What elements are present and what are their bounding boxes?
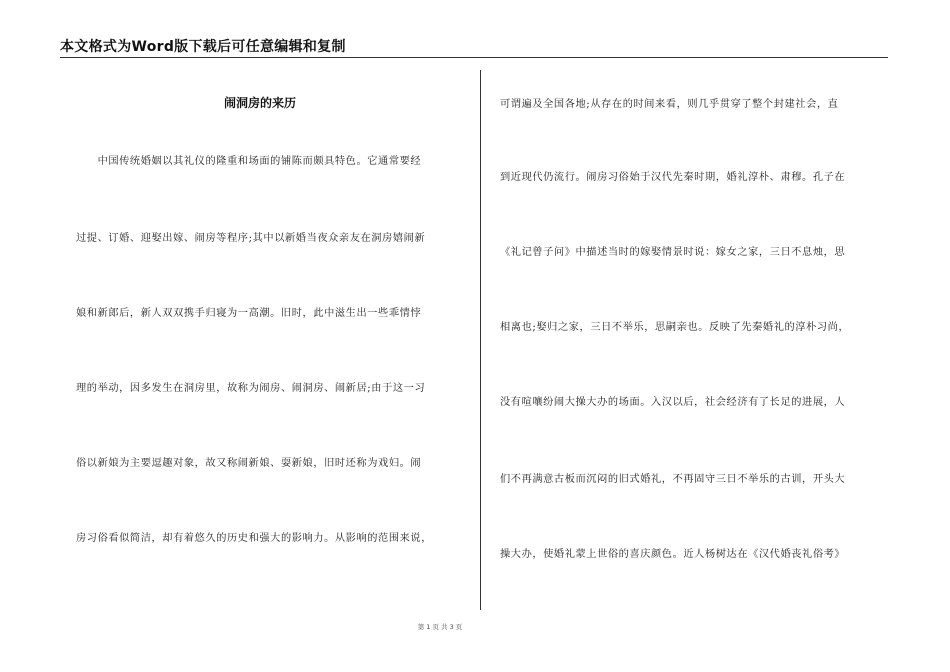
document-header-title: 本文格式为Word版下载后可任意编辑和复制 [60, 39, 346, 55]
paragraph-line: 们不再满意古板而沉闷的旧式婚礼，不再固守三日不举乐的古训，开头大 [500, 474, 846, 485]
paragraph-line: 中国传统婚姻以其礼仪的隆重和场面的铺陈而颇具特色。它通常要经 [76, 156, 422, 167]
paragraph-line: 操大办，使婚礼蒙上世俗的喜庆颜色。近人杨树达在《汉代婚丧礼俗考》 [500, 549, 846, 560]
paragraph-line: 《礼记曾子问》中描述当时的嫁娶情景时说：嫁女之家，三日不息烛，思 [500, 247, 846, 258]
paragraph-line: 俗以新娘为主要逗趣对象，故又称闹新娘、耍新娘，旧时还称为戏妇。闹 [76, 458, 422, 469]
paragraph-line: 房习俗看似简洁，却有着悠久的历史和强大的影响力。从影响的范围来说， [76, 533, 432, 544]
paragraph-line: 相离也;娶归之家，三日不举乐，思嗣亲也。反映了先秦婚礼的淳朴习尚， [500, 322, 850, 333]
paragraph-line: 娘和新郎后，新人双双携手归寝为一高潮。旧时，此中滋生出一些乖情悖 [76, 308, 422, 319]
paragraph-line: 到近现代仍流行。闹房习俗始于汉代先秦时期，婚礼淳朴、肃穆。孔子在 [500, 172, 846, 183]
paragraph-line: 可谓遍及全国各地;从存在的时间来看，则几乎贯穿了整个封建社会，直 [500, 99, 839, 110]
column-divider [480, 70, 481, 610]
paragraph-line: 过提、订婚、迎娶出嫁、闹房等程序;其中以新婚当夜众亲友在洞房嬉闹新 [76, 233, 426, 244]
article-title: 闹洞房的来历 [223, 96, 296, 110]
paragraph-line: 没有喧嚷纷闹大操大办的场面。入汉以后，社会经济有了长足的进展，人 [500, 397, 846, 408]
page-number-footer: 第 1 页 共 3 页 [417, 623, 463, 631]
header-divider [60, 57, 888, 58]
paragraph-line: 理的举动，因多发生在洞房里，故称为闹房、闹洞房、闹新居;由于这一习 [76, 383, 426, 394]
